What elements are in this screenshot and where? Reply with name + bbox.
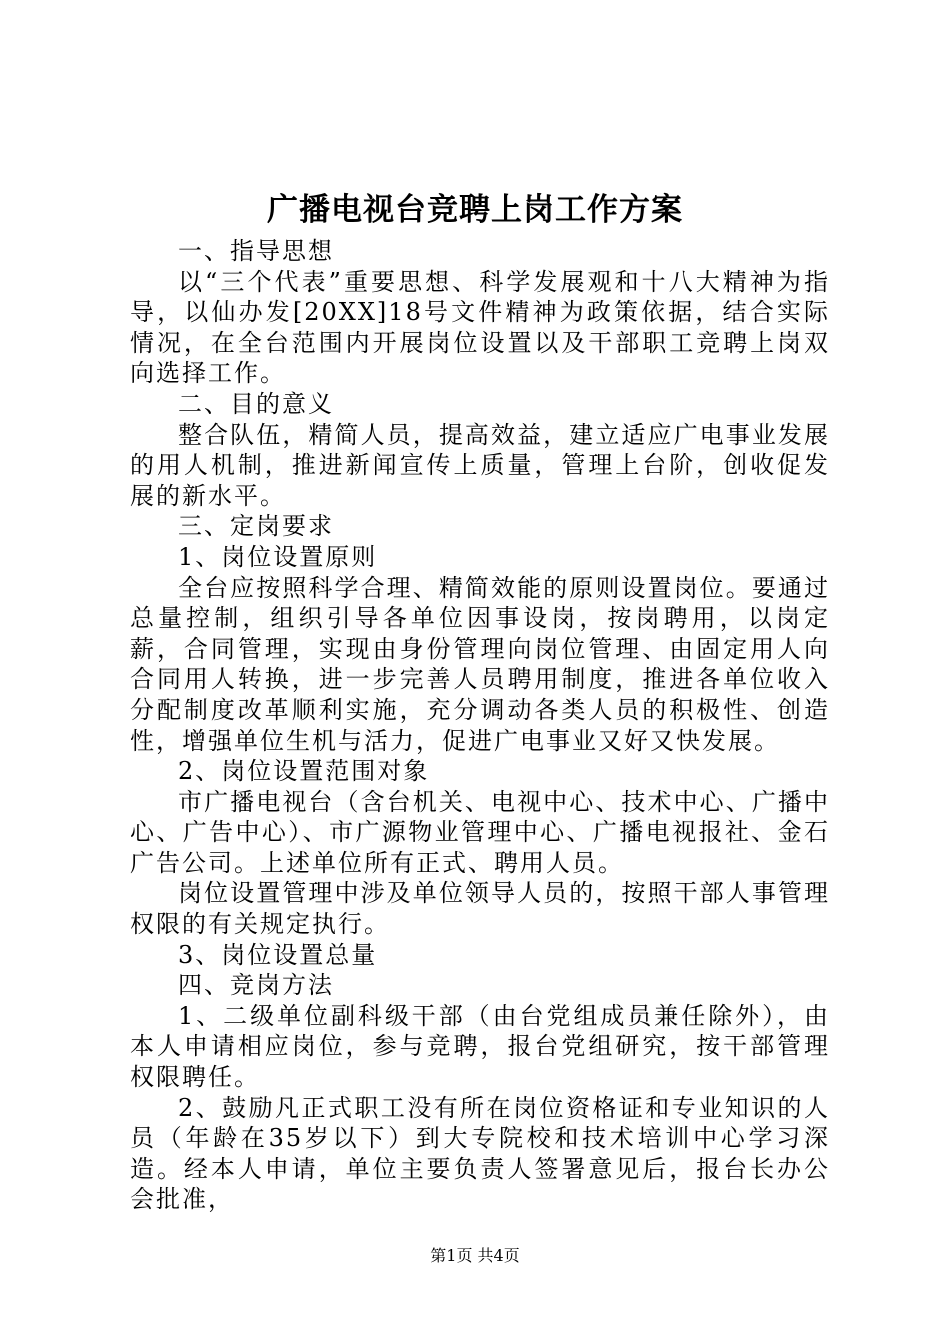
document-title: 广播电视台竞聘上岗工作方案: [267, 192, 683, 228]
heading-competition-method: 四、竞岗方法: [178, 971, 334, 1000]
document-body: [130, 236, 830, 1215]
paragraph-guiding-ideology: 以“三个代表”重要思想、科学发展观和十八大精神为指导，以仙办发[20XX]18号文件精神为政策依据，结合实际情况，在全台范围内开展岗位设置以及干部职工竞聘上岗双向选择工作。: [130, 267, 830, 388]
paragraph-leader-posts: 岗位设置管理中涉及单位领导人员的，按照干部人事管理权限的有关规定执行。: [130, 879, 830, 939]
paragraph-post-principles: 全台应按照科学合理、精简效能的原则设置岗位。要通过总量控制，组织引导各单位因事设岗，按岗聘用，以岗定薪，合同管理，实现由身份管理向岗位管理、由固定用人向合同用人转换，进一步完善人员聘用制度，推进各单位收入分配制度改革顺利实施，充分调动各类人员的积极性、创造性，增强单位生机与活力，促进广电事业又好又快发展。: [130, 573, 830, 755]
subheading-post-total: 3、岗位设置总量: [178, 940, 378, 969]
paragraph-post-scope: 市广播电视台（含台机关、电视中心、技术中心、广播中心、广告中心）、市广源物业管理中心、广播电视报社、金石广告公司。上述单位所有正式、聘用人员。: [130, 787, 830, 877]
paragraph-method-2: 2、鼓励凡正式职工没有所在岗位资格证和专业知识的人员（年龄在35岁以下）到大专院校和技术培训中心学习深造。经本人申请，单位主要负责人签署意见后，报台长办公会批准，: [130, 1093, 830, 1214]
page-footer: 第1页 共4页: [430, 1246, 520, 1265]
paragraph-purpose: 整合队伍，精简人员，提高效益，建立适应广电事业发展的用人机制，推进新闻宣传上质量，管理上台阶，创收促发展的新水平。: [130, 420, 830, 510]
subheading-post-principles: 1、岗位设置原则: [178, 542, 378, 571]
heading-guiding-ideology: 一、指导思想: [178, 237, 334, 265]
heading-purpose: 二、目的意义: [178, 389, 334, 418]
subheading-post-scope: 2、岗位设置范围对象: [178, 757, 430, 786]
paragraph-method-1: 1、二级单位副科级干部（由台党组成员兼任除外），由本人申请相应岗位，参与竞聘，报台党组研究，按干部管理权限聘任。: [130, 1001, 830, 1092]
heading-post-requirements: 三、定岗要求: [178, 512, 334, 541]
